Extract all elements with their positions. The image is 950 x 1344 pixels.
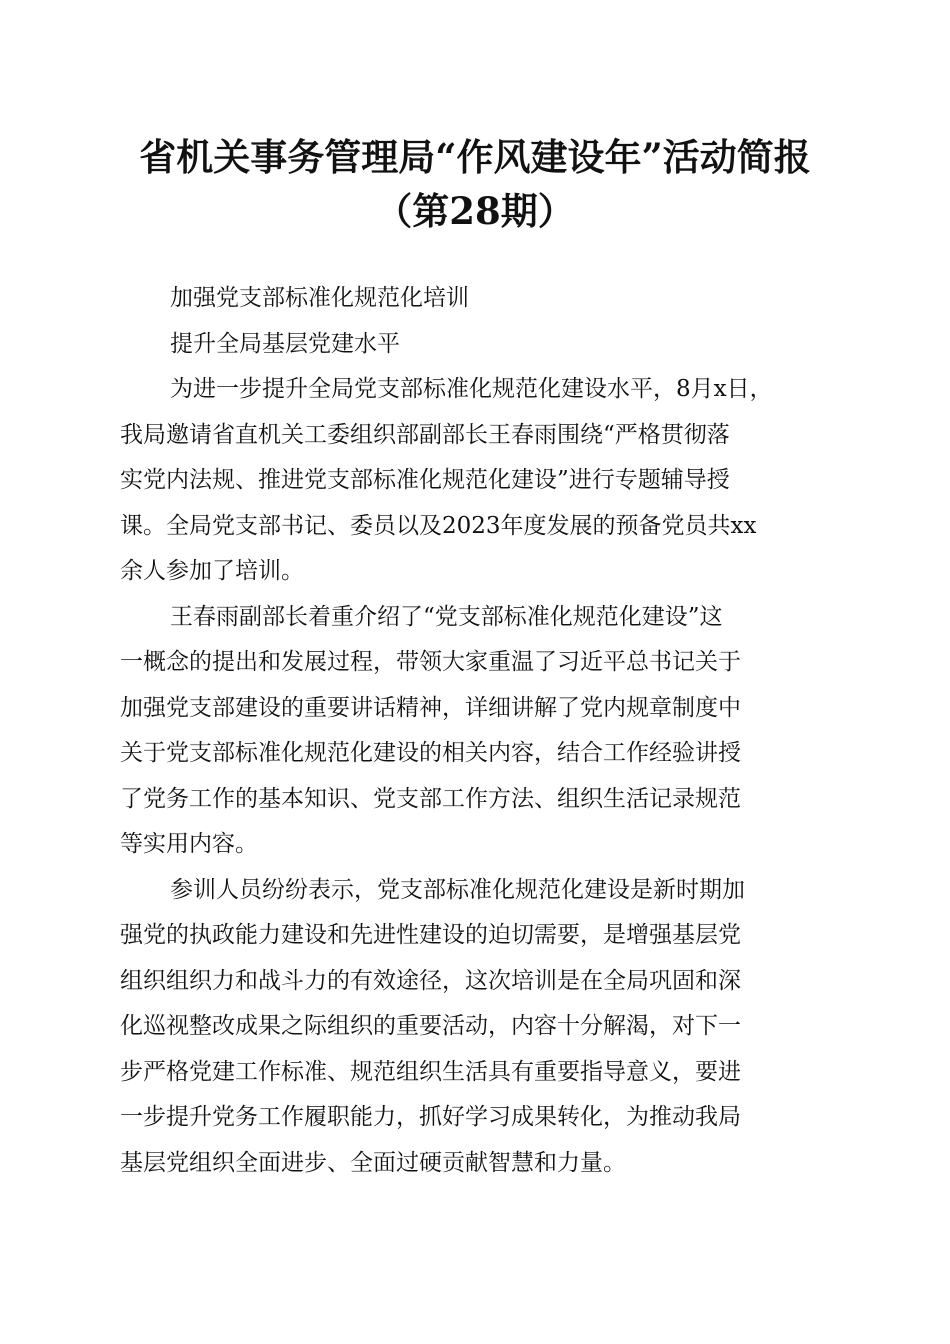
paragraph-line: 加强党支部建设的重要讲话精神，详细讲解了党内规章制度中 <box>120 694 741 721</box>
heading-line: 加强党支部标准化规范化培训 <box>170 285 469 311</box>
paragraph-line: 参训人员纷纷表示，党支部标准化规范化建设是新时期加 <box>170 876 745 903</box>
paragraph-3 <box>120 868 832 1187</box>
paragraph-line: 一步提升党务工作履职能力，抓好学习成果转化，为推动我局 <box>120 1104 741 1130</box>
paragraph-line: 关于党支部标准化规范化建设的相关内容，结合工作经验讲授 <box>120 740 741 766</box>
paragraph-line: 等实用内容。 <box>120 831 258 857</box>
paragraph-line: 了党务工作的基本知识、党支部工作方法、组织生活记录规范 <box>120 785 741 812</box>
paragraph-line: 王春雨副部长着重介绍了“党支部标准化规范化建设”这 <box>170 603 723 630</box>
paragraph-line: 实党内法规、推进党支部标准化规范化建设”进行专题辅导授 <box>120 467 730 493</box>
paragraph-line: 为进一步提升全局党支部标准化规范化建设水平，8月x日， <box>170 376 773 402</box>
paragraph-1 <box>120 367 832 595</box>
heading-line: 提升全局基层党建水平 <box>170 330 400 357</box>
issue-number: （第28期） <box>375 189 575 233</box>
title-block <box>0 132 950 236</box>
document-body <box>120 276 832 1186</box>
paragraph-line: 强党的执政能力建设和先进性建设的迫切需要，是增强基层党 <box>120 922 741 948</box>
paragraph-line: 组织组织力和战斗力的有效途径，这次培训是在全局巩固和深 <box>120 967 741 994</box>
paragraph-line: 我局邀请省直机关工委组织部副部长王春雨围绕“严格贯彻落 <box>120 421 730 448</box>
paragraph-line: 基层党组织全面进步、全面过硬贡献智慧和力量。 <box>120 1149 626 1176</box>
paragraph-line: 化巡视整改成果之际组织的重要活动，内容十分解渴，对下一 <box>120 1013 741 1039</box>
paragraph-2 <box>120 595 832 868</box>
paragraph-line: 步严格党建工作标准、规范组织生活具有重要指导意义，要进 <box>120 1058 741 1085</box>
paragraph-line: 一概念的提出和发展过程，带领大家重温了习近平总书记关于 <box>120 649 741 675</box>
paragraph-line: 余人参加了培训。 <box>120 558 304 584</box>
document-title: 省机关事务管理局“作风建设年”活动简报 <box>139 135 811 179</box>
paragraph-line: 课。全局党支部书记、委员以及2023年度发展的预备党员共xx <box>120 512 757 539</box>
